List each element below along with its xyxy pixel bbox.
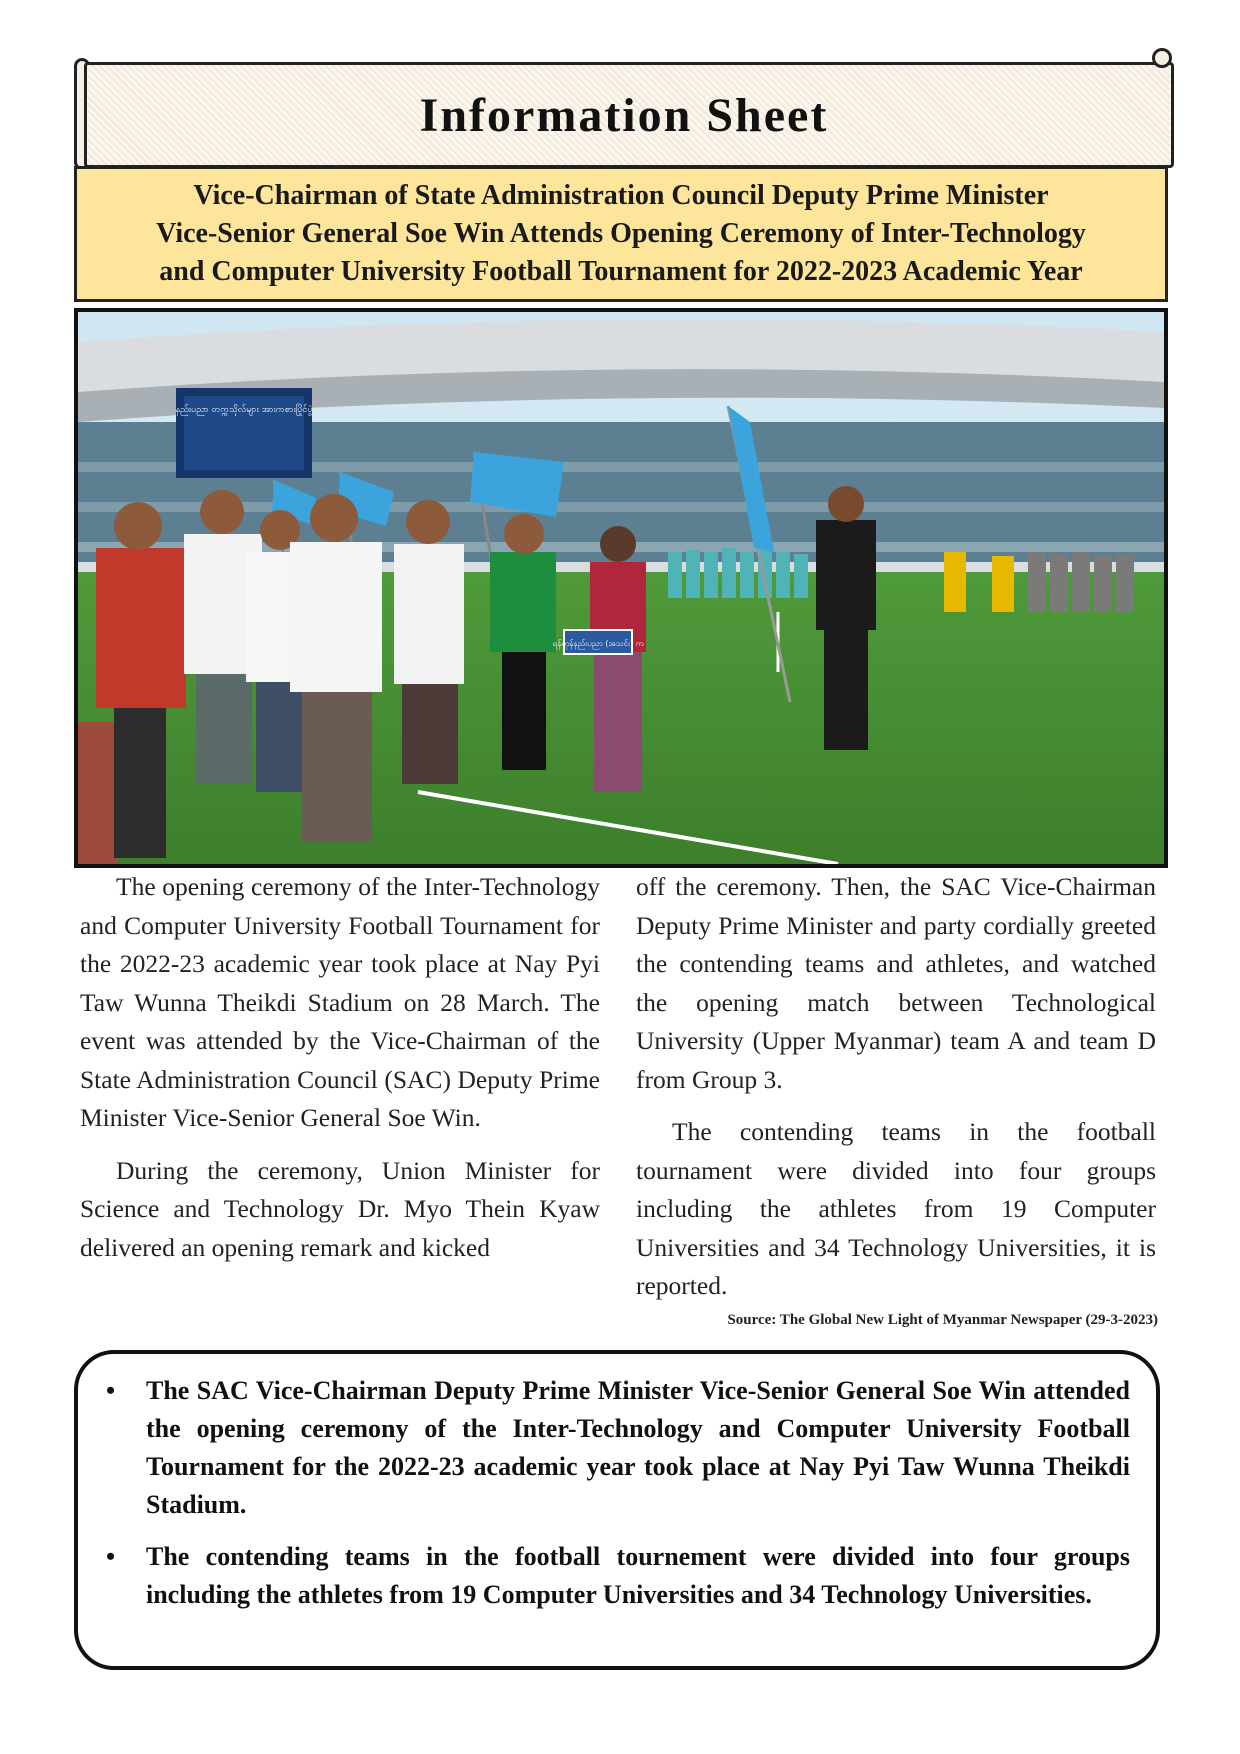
headline-box: [74, 166, 1168, 302]
headline-line: Vice-Chairman of State Administration Council Deputy Prime Minister: [193, 180, 1049, 211]
bullet-icon: •: [106, 1376, 116, 1405]
flag-bearer: [816, 486, 876, 750]
title-banner: [74, 58, 1174, 168]
summary-item: [106, 1538, 1130, 1614]
summary-text: The SAC Vice-Chairman Deputy Prime Minister Vice-Senior General Soe Win attended the opening ceremony of the Inter-Technology and Computer University Football Tournament for the 2022-23 academic year took place at Nay Pyi Taw Wunna Theikdi Stadium.: [146, 1376, 1130, 1519]
scoreboard-text: နည်းပညာ တက္ကသိုလ်များ အားကစားပြိုင်ပွဲ: [175, 405, 313, 415]
source-citation: Source: The Global New Light of Myanmar Newspaper (29-3-2023): [727, 1312, 1158, 1328]
summary-item: [106, 1372, 1130, 1524]
ceremony-photo: [74, 308, 1168, 868]
article-paragraph: The opening ceremony of the Inter-Technology and Computer University Football Tournament for the 2022-23 academic year took place at Nay Pyi Taw Wunna Theikdi Stadium on 28 March. The event was attended by the Vice-Chairman of the State Administration Council (SAC) Deputy Prime Minister Vice-Senior General Soe Win.: [80, 872, 600, 1132]
article-column-left: [80, 868, 600, 1281]
article-paragraph: The contending teams in the football tournament were divided into four groups including the athletes from 19 Computer Universities and 34 Technology Universities, it is reported.: [636, 1117, 1156, 1300]
article-column-right: [636, 868, 1156, 1320]
page-title: Information Sheet: [419, 89, 829, 142]
placard-text: ရန်ကုန်နည်းပညာ (အသင်း) က: [552, 639, 644, 648]
summary-box: [74, 1350, 1160, 1670]
summary-list: [106, 1372, 1130, 1614]
article-paragraph: off the ceremony. Then, the SAC Vice-Chairman Deputy Prime Minister and party cordially greeted the contending teams and athletes, and watched the opening match between Technological University (Upper Myanmar) team A and team D from Group 3.: [636, 872, 1156, 1094]
headline-line: and Computer University Football Tournament for 2022-2023 Academic Year: [159, 256, 1083, 287]
bullet-icon: •: [106, 1542, 116, 1571]
article-paragraph: During the ceremony, Union Minister for Science and Technology Dr. Myo Thein Kyaw delivered an opening remark and kicked: [80, 1155, 600, 1262]
scroll-roll-right-icon: [1152, 48, 1172, 68]
summary-text: The contending teams in the football tournement were divided into four groups including the athletes from 19 Computer Universities and 34 Technology Universities.: [146, 1542, 1130, 1609]
headline-line: Vice-Senior General Soe Win Attends Opening Ceremony of Inter-Technology: [156, 218, 1086, 249]
